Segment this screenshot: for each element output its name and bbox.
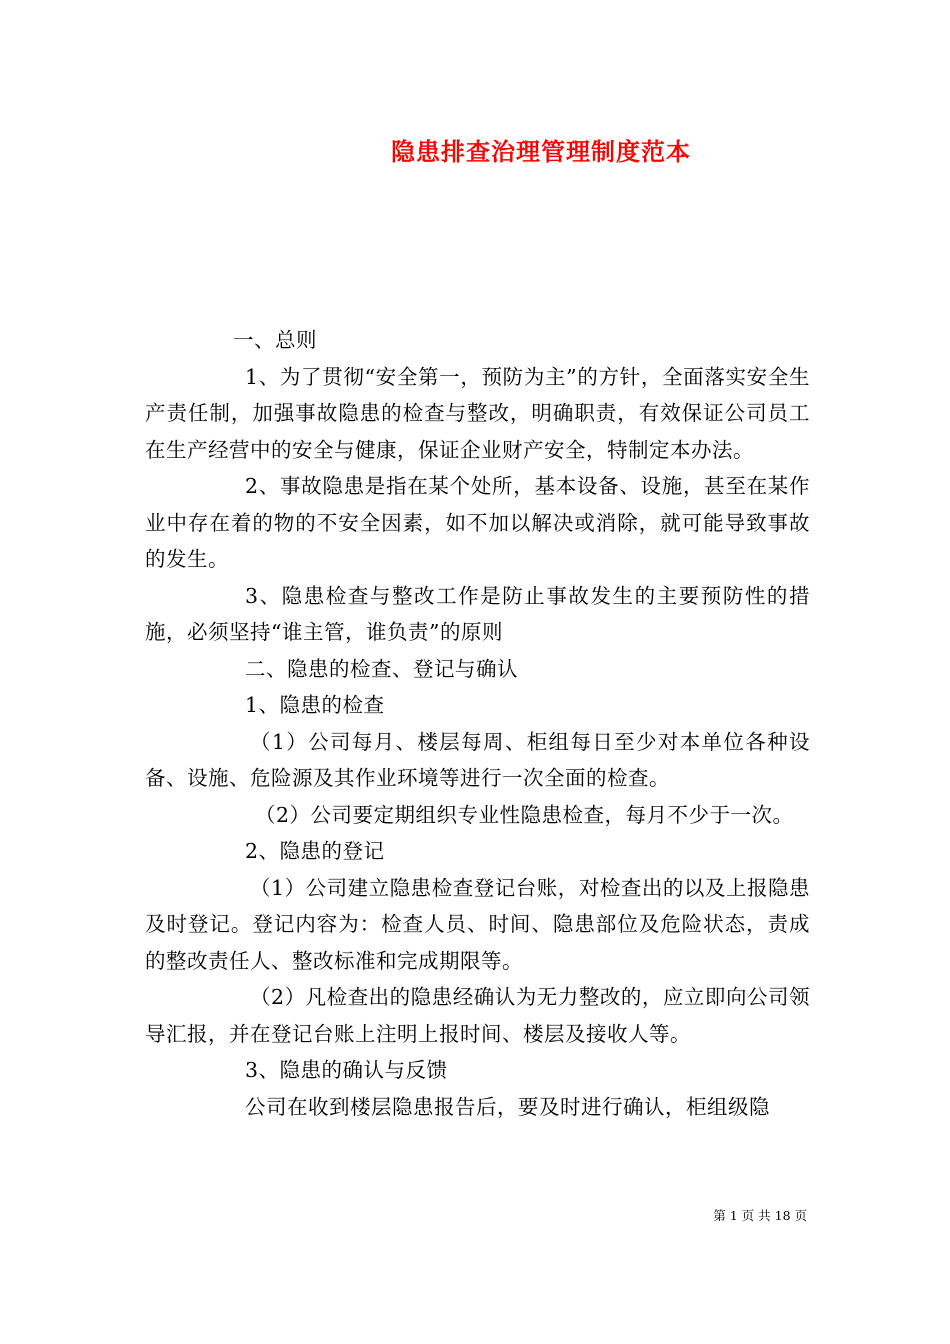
section-heading-inspection: 二、隐患的检查、登记与确认 bbox=[245, 656, 518, 681]
section-heading-general: 一、总则 bbox=[233, 328, 317, 352]
subheading-inspection: 1、隐患的检查 bbox=[245, 693, 385, 717]
paragraph-inspection-1: （1）公司每月、楼层每周、柜组每日至少对本单位各种设备、设施、危险源及其作业环境等进行一次全面的检查。 bbox=[145, 729, 810, 790]
paragraph-purpose: 1、为了贯彻“安全第一，预防为主”的方针，全面落实安全生产责任制，加强事故隐患的检查与整改，明确职责，有效保证公司员工在生产经营中的安全与健康，保证企业财产安全，特制定本办法。 bbox=[145, 364, 810, 462]
document-body bbox=[145, 322, 810, 1125]
subheading-registration: 2、隐患的登记 bbox=[245, 839, 385, 863]
subheading-confirmation: 3、隐患的确认与反馈 bbox=[245, 1058, 448, 1082]
paragraph-hazard-definition: 2、事故隐患是指在某个处所，基本设备、设施，甚至在某作业中存在着的物的不安全因素，如不加以解决或消除，就可能导致事故的发生。 bbox=[145, 474, 810, 571]
document-title: 隐患排查治理管理制度范本 bbox=[391, 137, 691, 166]
paragraph-inspection-2: （2）公司要定期组织专业性隐患检查，每月不少于一次。 bbox=[255, 802, 794, 827]
paragraph-principle: 3、隐患检查与整改工作是防止事故发生的主要预防性的措施，必须坚持“谁主管，谁负责”的原则 bbox=[145, 583, 810, 644]
paragraph-registration-2: （2）凡检查出的隐患经确认为无力整改的，应立即向公司领导汇报，并在登记台账上注明上报时间、楼层及接收人等。 bbox=[145, 985, 810, 1046]
paragraph-confirmation: 公司在收到楼层隐患报告后，要及时进行确认，柜组级隐 bbox=[245, 1094, 770, 1119]
page-number-footer: 第 1 页 共 18 页 bbox=[713, 1208, 807, 1223]
paragraph-registration-1: （1）公司建立隐患检查登记台账，对检查出的以及上报隐患及时登记。登记内容为：检查人员、时间、隐患部位及危险状态，责成的整改责任人、整改标准和完成期限等。 bbox=[145, 875, 810, 973]
